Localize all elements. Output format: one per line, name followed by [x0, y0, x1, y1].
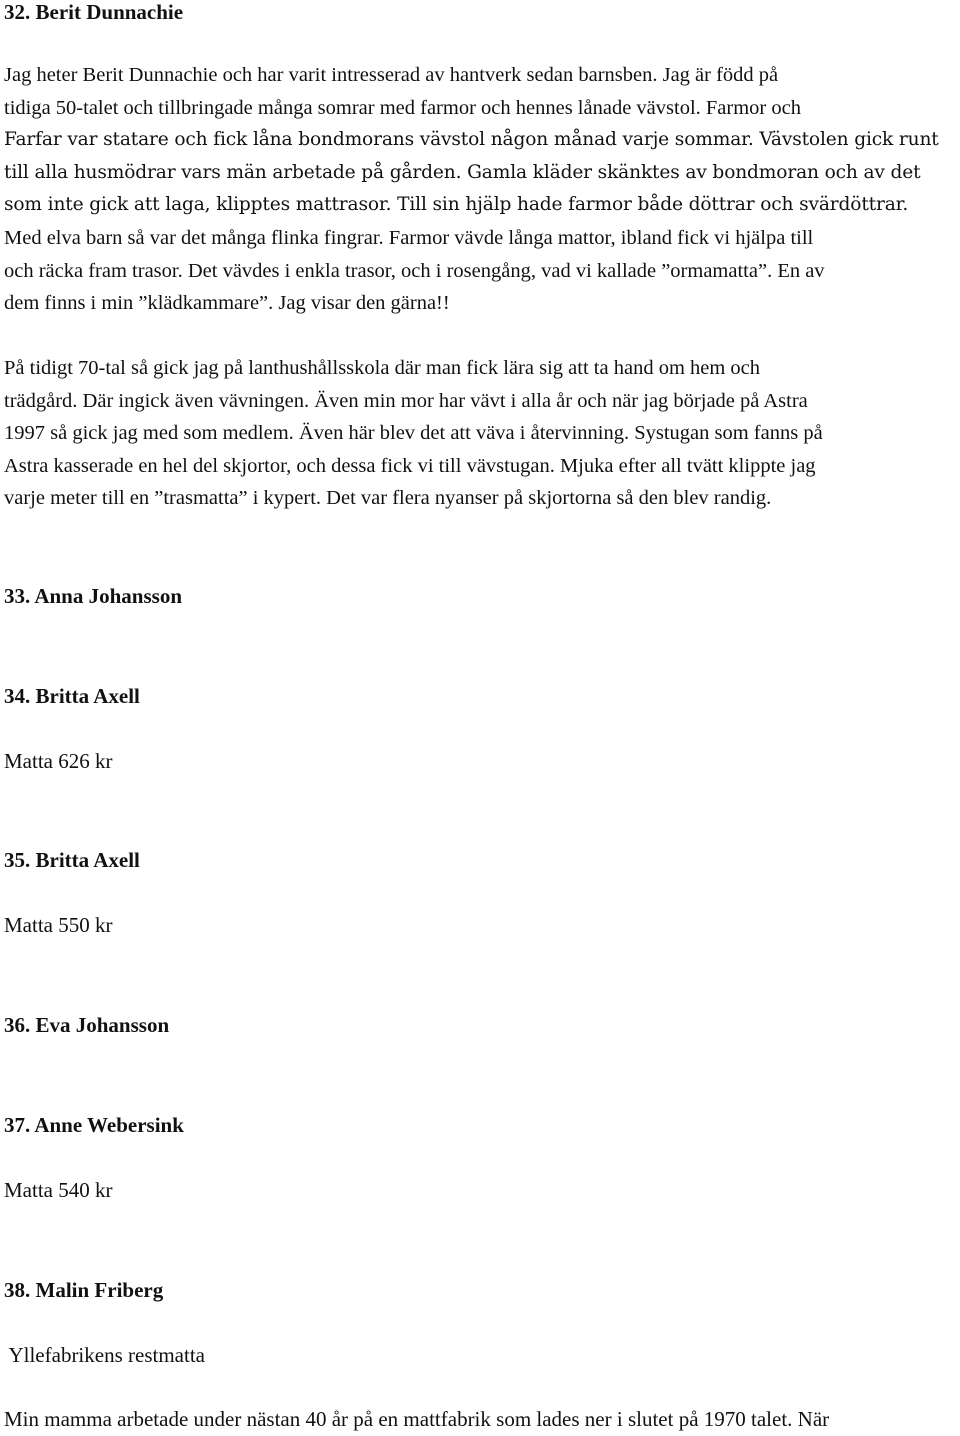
- paragraph-line: till alla husmödrar vars män arbetade på gården. Gamla kläder skänktes av bondmoran och av det: [4, 161, 921, 183]
- paragraph-line: varje meter till en ”trasmatta” i kypert. Det var flera nyanser på skjortorna så den blev randig.: [4, 487, 772, 510]
- entry-34-text: Matta 626 kr: [4, 749, 113, 773]
- paragraph-line: och räcka fram trasor. Det vävdes i enkla trasor, och i rosengång, vad vi kallade ”ormamatta”. En av: [4, 259, 825, 282]
- entry-heading-35: 35. Britta Axell: [4, 848, 140, 872]
- footer-paragraph-line: Min mamma arbetade under nästan 40 år på en mattfabrik som lades ner i slutet på 1970 talet. När: [4, 1407, 830, 1431]
- paragraph-line: tidiga 50-talet och tillbringade många somrar med farmor och hennes lånade vävstol. Farmor och: [4, 96, 801, 119]
- paragraph-line: På tidigt 70-tal så gick jag på lanthushållsskola där man fick lära sig att ta hand om hem och: [4, 357, 761, 379]
- entry-37-text: Matta 540 kr: [4, 1178, 113, 1202]
- entry-heading-32: 32. Berit Dunnachie: [4, 0, 184, 24]
- paragraph-line: Astra kasserade en hel del skjortor, och dessa fick vi till vävstugan. Mjuka efter all tvätt klippte jag: [4, 454, 816, 477]
- paragraph-line: som inte gick att laga, klipptes mattrasor. Till sin hjälp hade farmor både döttrar och svärdöttrar.: [4, 194, 909, 216]
- paragraph-line: 1997 så gick jag med som medlem. Även här blev det att väva i återvinning. Systugan som fanns på: [4, 422, 823, 445]
- entry-heading-33: 33. Anna Johansson: [4, 584, 182, 608]
- paragraph-line: trädgård. Där ingick även vävningen. Även min mor har vävt i alla år och när jag började på Astra: [4, 389, 808, 412]
- paragraph-line: Farfar var statare och fick låna bondmorans vävstol någon månad varje sommar. Vävstolen gick runt: [4, 129, 939, 151]
- paragraph-line: Jag heter Berit Dunnachie och har varit intresserad av hantverk sedan barnsben. Jag är född på: [4, 64, 779, 86]
- entry-heading-37: 37. Anne Webersink: [4, 1113, 184, 1137]
- entry-heading-34: 34. Britta Axell: [4, 684, 140, 708]
- paragraph-line: Med elva barn så var det många flinka fingrar. Farmor vävde långa mattor, ibland fick vi hjälpa till: [4, 226, 814, 249]
- entry-38-text: Yllefabrikens restmatta: [4, 1343, 205, 1367]
- entry-heading-36: 36. Eva Johansson: [4, 1013, 170, 1037]
- entry-35-text: Matta 550 kr: [4, 913, 113, 937]
- paragraph-line: dem finns i min ”klädkammare”. Jag visar den gärna!!: [4, 292, 450, 315]
- entry-32-paragraph-1: [4, 59, 949, 320]
- entry-heading-38: 38. Malin Friberg: [4, 1278, 164, 1302]
- entry-32-paragraph-2: [4, 352, 949, 515]
